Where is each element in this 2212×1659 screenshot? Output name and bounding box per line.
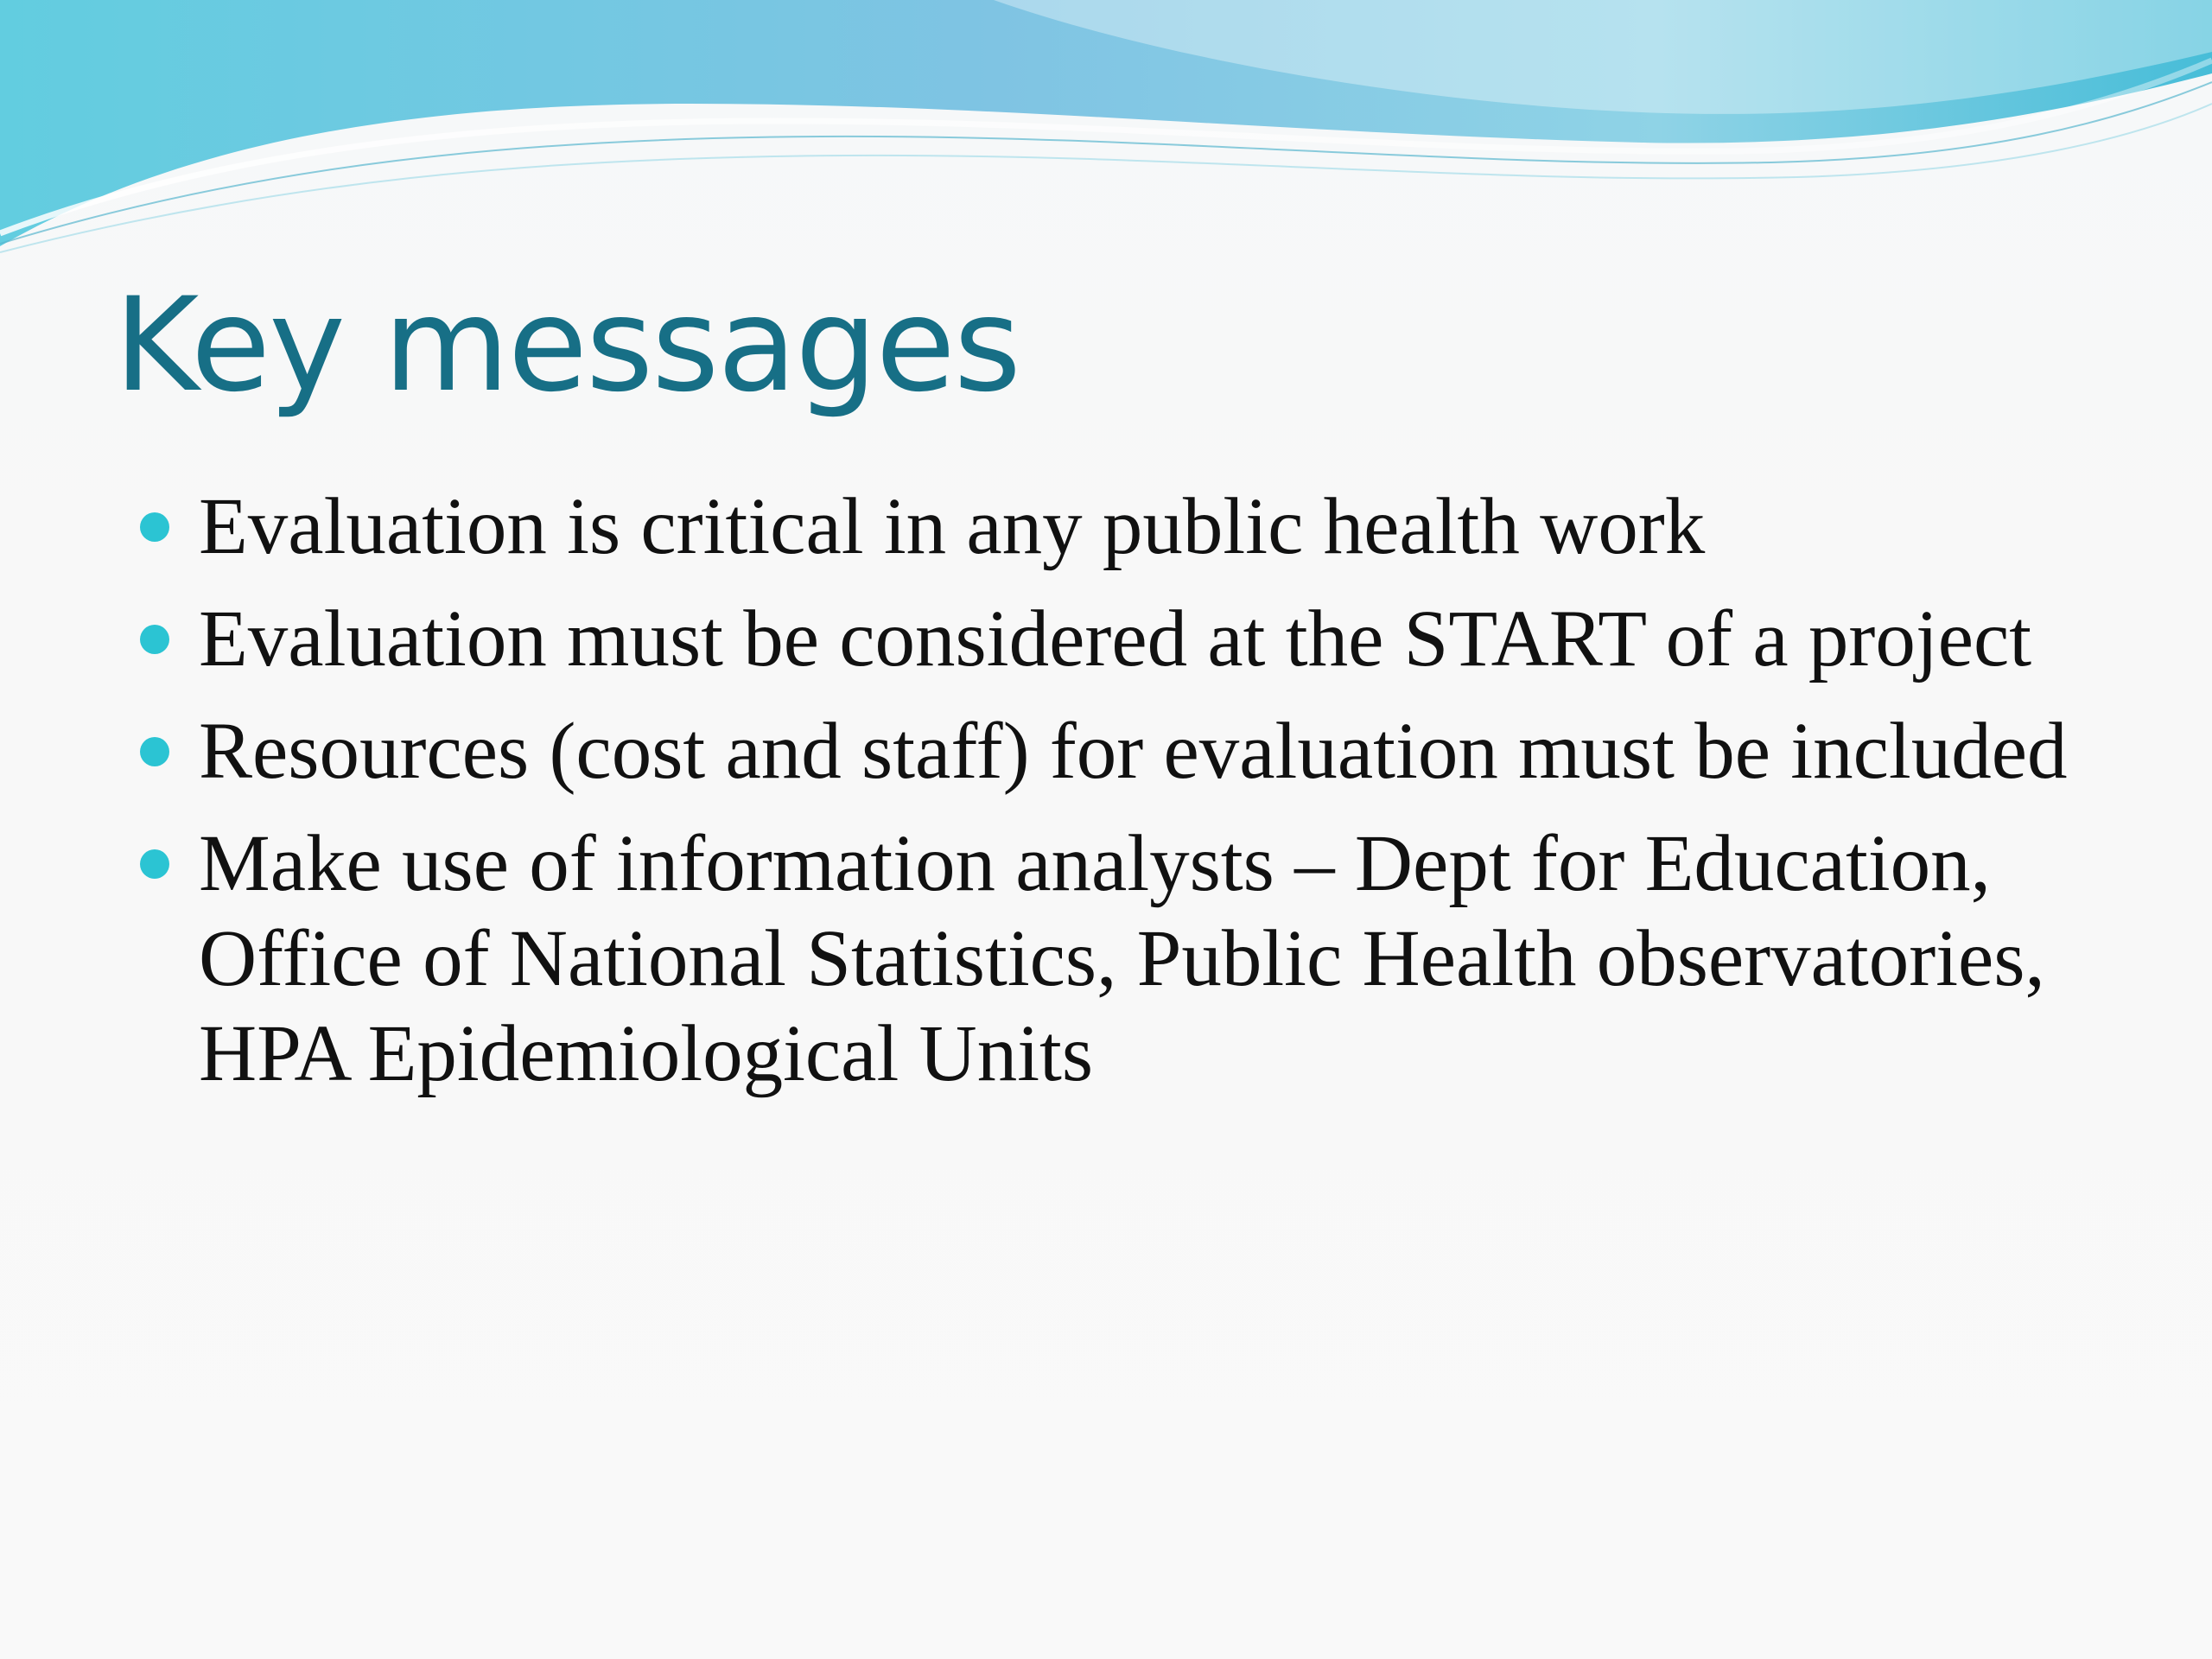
bullet-item: [199, 592, 2082, 687]
bullet-list: [199, 480, 2082, 1119]
bullet-text: Evaluation must be considered at the START of a project: [199, 594, 2032, 683]
bullet-dot-icon: [140, 849, 169, 879]
bullet-text: Evaluation is critical in any public health work: [199, 482, 1706, 571]
bullet-dot-icon: [140, 512, 169, 542]
bullet-item: [199, 480, 2082, 575]
header-wave-decoration: [0, 0, 2212, 259]
bullet-dot-icon: [140, 625, 169, 654]
slide-title: Key messages: [114, 270, 1020, 421]
bullet-text: Resources (cost and staff) for evaluation must be included: [199, 707, 2068, 796]
bullet-item: [199, 817, 2082, 1102]
bullet-text: Make use of information analysts – Dept for Education, Office of National Statistics, Public Health observatories, HPA Epidemiological Units: [199, 819, 2045, 1098]
bullet-item: [199, 704, 2082, 799]
bullet-dot-icon: [140, 737, 169, 766]
